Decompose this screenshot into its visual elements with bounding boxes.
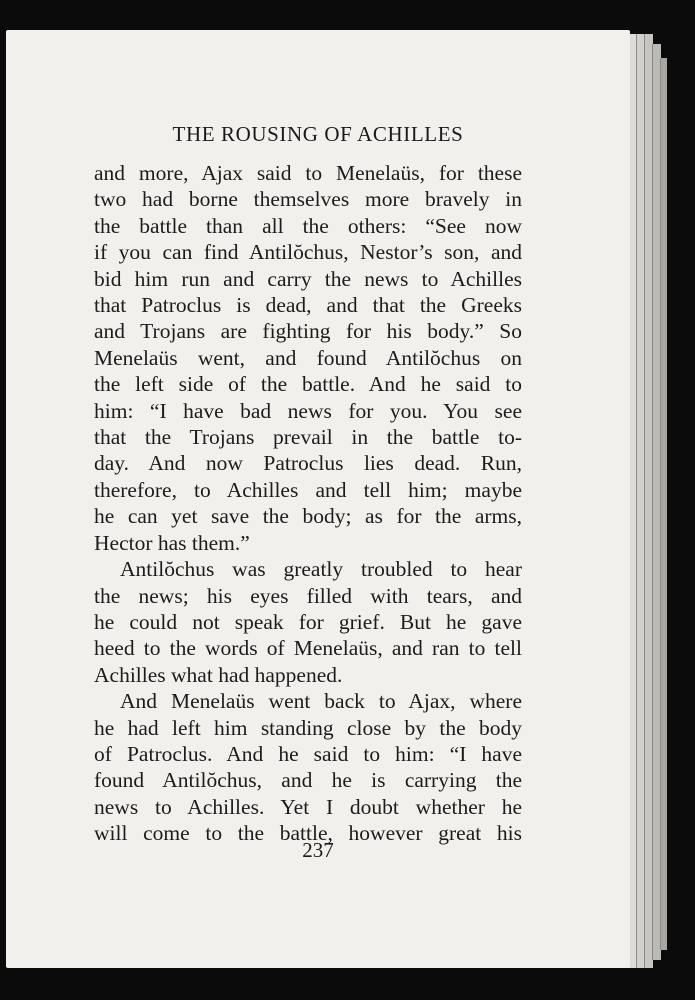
body-text bbox=[94, 160, 522, 847]
text-line: he can yet save the body; as for the arms, bbox=[94, 504, 522, 529]
text-line: and more, Ajax said to Menelaüs, for these bbox=[94, 161, 522, 185]
text-line: he could not speak for grief. But he gave bbox=[94, 609, 522, 634]
text-line: that Patroclus is dead, and that the Greeks bbox=[94, 293, 522, 318]
text-line: Achilles what had happened. bbox=[94, 662, 343, 687]
text-line: therefore, to Achilles and tell him; maybe bbox=[94, 477, 522, 502]
text-line: And Menelaüs went back to Ajax, where bbox=[120, 689, 522, 714]
text-line: if you can find Antilŏchus, Nestor’s son, and bbox=[94, 240, 522, 265]
text-line: Menelaüs went, and found Antilŏchus on bbox=[94, 345, 522, 370]
running-head: THE ROUSING OF ACHILLES bbox=[172, 122, 464, 146]
text-line: will come to the battle, however great his bbox=[94, 821, 522, 846]
text-line: and Trojans are fighting for his body.” So bbox=[94, 319, 522, 344]
text-line: him: “I have bad news for you. You see bbox=[94, 398, 522, 423]
text-line: bid him run and carry the news to Achilles bbox=[94, 266, 522, 291]
text-line: day. And now Patroclus lies dead. Run, bbox=[94, 451, 522, 476]
text-line: he had left him standing close by the body bbox=[94, 715, 522, 740]
page-edge bbox=[660, 58, 667, 950]
text-line: heed to the words of Menelaüs, and ran to tell bbox=[94, 636, 522, 661]
text-line: the news; his eyes filled with tears, and bbox=[94, 583, 522, 608]
text-line: of Patroclus. And he said to him: “I have bbox=[94, 741, 522, 766]
text-line: the battle than all the others: “See now bbox=[94, 213, 522, 238]
text-line: found Antilŏchus, and he is carrying the bbox=[94, 768, 522, 793]
page-number: 237 bbox=[302, 838, 334, 862]
text-line: Antilŏchus was greatly troubled to hear bbox=[120, 557, 522, 582]
text-line: Hector has them.” bbox=[94, 530, 250, 555]
text-line: news to Achilles. Yet I doubt whether he bbox=[94, 794, 522, 819]
text-line: the left side of the battle. And he said to bbox=[94, 372, 522, 397]
book-page bbox=[6, 30, 630, 968]
text-line: that the Trojans prevail in the battle to- bbox=[94, 425, 522, 450]
text-line: two had borne themselves more bravely in bbox=[94, 187, 522, 212]
